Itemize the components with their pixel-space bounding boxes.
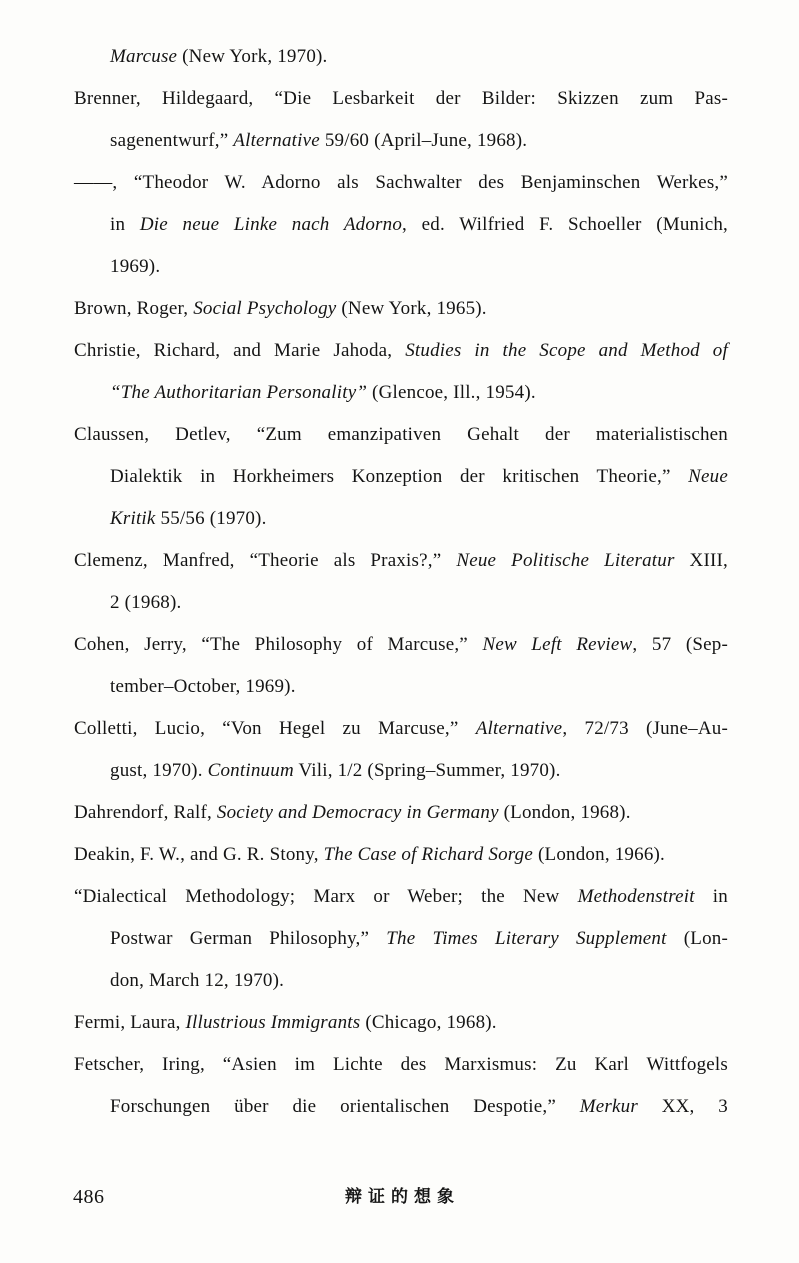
text-run: The Times Literary Supplement	[386, 928, 667, 949]
text-run: in	[694, 886, 728, 907]
text-run: (New York, 1970).	[177, 46, 328, 67]
text-run: , 72/73 (June–Au-	[562, 718, 728, 739]
text-run: Colletti, Lucio, “Von Hegel zu Marcuse,”	[74, 718, 476, 739]
text-run: Clemenz, Manfred, “Theorie als Praxis?,”	[74, 550, 457, 571]
text-run: (Lon-	[666, 928, 728, 949]
text-run: Claussen, Detlev, “Zum emanzipativen Gehalt der materialistischen	[74, 424, 728, 445]
text-run: Deakin, F. W., and G. R. Stony,	[74, 844, 324, 865]
bib-line	[74, 1086, 728, 1128]
text-run: Neue	[688, 466, 728, 487]
text-run: Brown, Roger,	[74, 298, 194, 319]
text-run: Marcuse	[110, 46, 178, 67]
text-run: Alternative	[233, 130, 320, 151]
text-run: (London, 1966).	[533, 844, 665, 865]
bibliography-list	[74, 36, 728, 1128]
bib-line	[74, 78, 728, 120]
text-run: Dahrendorf, Ralf,	[74, 802, 217, 823]
bib-line	[74, 1002, 728, 1044]
bib-line	[74, 1044, 728, 1086]
text-run: Fermi, Laura,	[74, 1012, 186, 1033]
text-run: The Case of Richard Sorge	[323, 844, 534, 865]
text-run: Methodenstreit	[577, 886, 695, 907]
text-run: (Chicago, 1968).	[360, 1012, 497, 1033]
text-run: 2 (1968).	[110, 592, 182, 613]
bib-line	[74, 36, 728, 78]
text-run: gust, 1970).	[110, 760, 208, 781]
text-run: tember–October, 1969).	[110, 676, 296, 697]
bib-line	[74, 414, 728, 456]
text-run: 1969).	[110, 256, 161, 277]
text-run: New Left Review	[482, 634, 633, 655]
text-run: , 57 (Sep-	[632, 634, 728, 655]
bib-line	[74, 834, 728, 876]
bib-line	[74, 750, 728, 792]
text-run: (New York, 1965).	[336, 298, 487, 319]
running-title: 辩证的想象	[345, 1187, 460, 1207]
bib-line	[74, 162, 728, 204]
text-run: Cohen, Jerry, “The Philosophy of Marcuse,”	[74, 634, 483, 655]
text-run: Neue Politische Literatur	[456, 550, 675, 571]
page-footer	[0, 1180, 799, 1214]
text-run: Studies in the Scope and Method of	[405, 340, 728, 361]
text-run: Die neue Linke nach Adorno	[139, 214, 403, 235]
text-run: Merkur	[579, 1096, 638, 1117]
text-run: ——, “Theodor W. Adorno als Sachwalter des Benjaminschen Werkes,”	[74, 172, 728, 193]
text-run: 55/56 (1970).	[155, 508, 267, 529]
bib-line	[74, 372, 728, 414]
text-run: Vili, 1/2 (Spring–Summer, 1970).	[293, 760, 561, 781]
text-run: “The Authoritarian Personality”	[110, 382, 368, 403]
text-run: Postwar German Philosophy,”	[110, 928, 387, 949]
text-run: Social Psychology	[193, 298, 337, 319]
text-run: “Dialectical Methodology; Marx or Weber; the New	[74, 886, 578, 907]
bib-line	[74, 582, 728, 624]
bib-line	[74, 288, 728, 330]
bib-line	[74, 960, 728, 1002]
bib-line	[74, 918, 728, 960]
bib-line	[74, 456, 728, 498]
text-run: Christie, Richard, and Marie Jahoda,	[74, 340, 406, 361]
bib-line	[74, 204, 728, 246]
text-run: Alternative	[475, 718, 563, 739]
bib-line	[74, 792, 728, 834]
text-run: Brenner, Hildegaard, “Die Lesbarkeit der Bilder: Skizzen zum Pas-	[74, 88, 728, 109]
bib-line	[74, 330, 728, 372]
text-run: sagenentwurf,”	[110, 130, 234, 151]
text-run: don, March 12, 1970).	[110, 970, 285, 991]
bib-line	[74, 120, 728, 162]
text-run: XIII,	[674, 550, 729, 571]
text-run: 59/60 (April–June, 1968).	[319, 130, 528, 151]
text-run: Forschungen über die orientalischen Despotie,”	[110, 1096, 580, 1117]
bib-line	[74, 666, 728, 708]
bib-line	[74, 708, 728, 750]
text-run: Dialektik in Horkheimers Konzeption der kritischen Theorie,”	[110, 466, 689, 487]
text-run: Society and Democracy in Germany	[216, 802, 499, 823]
text-run: (London, 1968).	[498, 802, 631, 823]
bib-line	[74, 624, 728, 666]
page-number: 486	[73, 1186, 105, 1208]
text-run: (Glencoe, Ill., 1954).	[367, 382, 536, 403]
text-run: Continuum	[207, 760, 294, 781]
text-run: Illustrious Immigrants	[185, 1012, 361, 1033]
bib-line	[74, 498, 728, 540]
bib-line	[74, 540, 728, 582]
text-run: Fetscher, Iring, “Asien im Lichte des Marxismus: Zu Karl Wittfogels	[74, 1054, 728, 1075]
text-run: Kritik	[110, 508, 156, 529]
text-run: XX, 3	[637, 1096, 728, 1117]
bib-line	[74, 876, 728, 918]
text-run: in	[110, 214, 140, 235]
text-run: , ed. Wilfried F. Schoeller (Munich,	[402, 214, 728, 235]
bib-line	[74, 246, 728, 288]
